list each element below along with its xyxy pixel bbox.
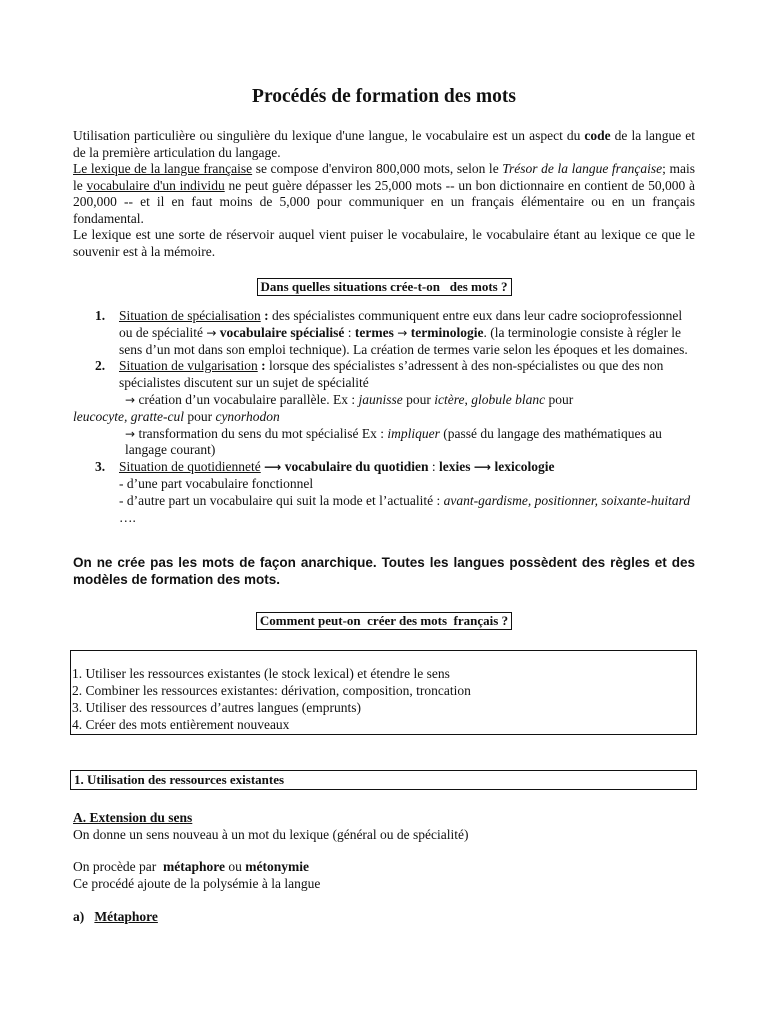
s3-line-1: - d’une part vocabulaire fonctionnel xyxy=(119,475,314,491)
question-2-box xyxy=(73,612,695,630)
procede-line: On procède par métaphore ou métonymie xyxy=(73,859,309,875)
polysemie-line: Ce procédé ajoute de la polysémie à la langue xyxy=(73,875,321,891)
term-code: code xyxy=(584,128,611,143)
subheading-metaphore: a) Métaphore xyxy=(73,909,158,925)
intro-paragraph-1: Utilisation particulière ou singulière du lexique d'une langue, le vocabulaire est un aspect du code de la langue et de la première articulation du langage. Le lexique de la langue française se compose d'environ 800,000 mots, selon le Trésor de la langue française; mais le vocabulaire d'un individu ne peut guère dépasser les 25,000 mots -- un bon dictionnaire en contient de 50,000 à 200,000 -- et il en faut moins de 5,000 pour communiquer en un français élémentaire ou en un français fondamental. xyxy=(73,128,696,226)
question-1: Dans quelles situations crée-t-on des mots ? xyxy=(257,278,512,296)
arrow-icon: → xyxy=(206,325,217,340)
extension-line: On donne un sens nouveau à un mot du lexique (général ou de spécialité) xyxy=(73,826,469,842)
situation-1-title: Situation de spécialisation xyxy=(119,308,261,323)
situation-2: 2. Situation de vulgarisation : lorsque des spécialistes s’adressent à des non-spécialistes ou que des non spécialistes discutent sur un sujet de spécialité → création d’un vocabulaire parallèle. Ex : jaunisse pour ictère, globule blanc pour leucocyte, gratte-cul pour cynorhodon → transformation du sens du mot spécialisé Ex : impliquer (passé du langage des mathématiques au langage courant) xyxy=(73,358,664,458)
situations-list xyxy=(73,308,695,526)
method-item: 3. Utiliser des ressources d’autres langues (emprunts) xyxy=(72,700,362,716)
bold-arrow-icon: ⟶ xyxy=(264,460,282,475)
method-item: 4. Créer des mots entièrement nouveaux xyxy=(72,717,290,733)
arrow-icon: → xyxy=(125,426,136,441)
question-1-box xyxy=(73,278,695,296)
term-lexique: Le lexique de la langue française xyxy=(73,161,253,176)
section-1-header: 1. Utilisation des ressources existantes xyxy=(70,770,697,790)
question-2: Comment peut-on créer des mots français ? xyxy=(256,612,512,630)
term-vocabulaire-individu: vocabulaire d'un individu xyxy=(86,177,225,193)
bold-arrow-icon: ⟶ xyxy=(473,460,492,475)
situation-3-title: Situation de quotidienneté xyxy=(119,459,261,475)
methods-box xyxy=(70,650,697,735)
method-item: 2. Combiner les ressources existantes: dérivation, composition, troncation xyxy=(72,683,471,699)
conclusion: On ne crée pas les mots de façon anarchique. Toutes les langues possèdent des règles et des modèles de formation des mots. xyxy=(73,555,695,588)
arrow-icon: → xyxy=(397,325,408,340)
intro xyxy=(73,128,695,260)
s3-line-2: - d’autre part un vocabulaire qui suit la mode et l’actualité : avant-gardisme, positionner, soixante-huitard …. xyxy=(119,492,691,525)
extension-heading: A. Extension du sens xyxy=(73,810,193,826)
document-page xyxy=(73,86,695,926)
term-tresor: Trésor de la langue française xyxy=(502,161,663,176)
page-title: Procédés de formation des mots xyxy=(252,86,516,107)
arrow-icon: → xyxy=(125,392,136,407)
situation-3: 3. Situation de quotidienneté ⟶ vocabulaire du quotidien : lexies ⟶ lexicologie - d’une part vocabulaire fonctionnel - d’autre part un vocabulaire qui suit la mode et l’actualité : avant-gardisme, positionner, soixante-huitard …. xyxy=(95,459,691,525)
situation-2-title: Situation de vulgarisation xyxy=(119,358,258,374)
intro-paragraph-2: Le lexique est une sorte de réservoir auquel vient puiser le vocabulaire, le vocabulaire étant au lexique ce que le souvenir est à la mémoire. xyxy=(73,227,695,259)
method-item: 1. Utiliser les ressources existantes (le stock lexical) et étendre le sens xyxy=(72,666,450,682)
situation-1: 1. Situation de spécialisation : des spécialistes communiquent entre eux dans leur cadre socioprofessionnel ou de spécialité → vocabulaire spécialisé : termes → terminologie. (la terminologie consiste à régler le sens d’un mot dans son emploi technique). La création de termes varie selon les époques et les domaines. xyxy=(95,308,688,357)
